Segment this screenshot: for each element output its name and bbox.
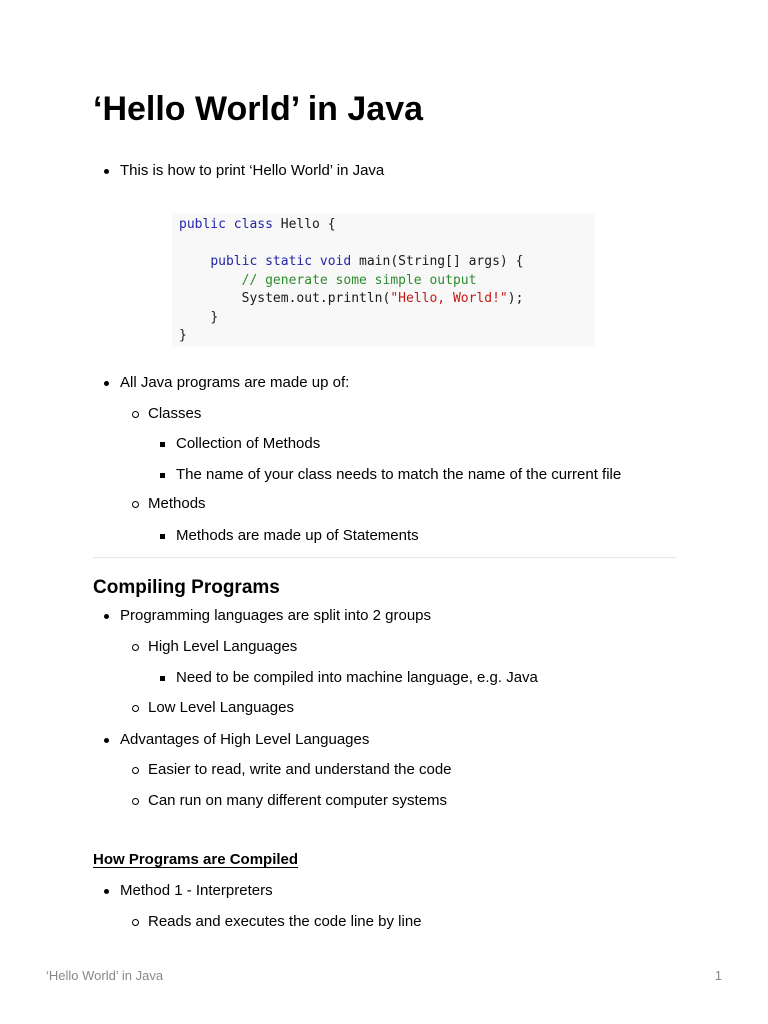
list-item-text: Classes — [148, 405, 202, 422]
list-item — [148, 698, 294, 718]
list-item-text: All Java programs are made up of: — [120, 374, 350, 391]
list-item-text: Programming languages are split into 2 groups — [120, 607, 432, 624]
list-item — [148, 637, 297, 657]
list-item — [120, 373, 349, 393]
list-item-text: The name of your class needs to match the name of the current file — [176, 466, 622, 483]
bullet-icon — [104, 889, 109, 894]
code-string: "Hello, World!" — [390, 291, 508, 306]
list-item — [176, 526, 419, 546]
code-block — [172, 213, 595, 347]
list-item — [120, 881, 273, 901]
square-bullet-icon — [160, 473, 165, 478]
list-item-text: Collection of Methods — [176, 435, 321, 452]
circle-bullet-icon — [132, 705, 139, 712]
circle-bullet-icon — [132, 767, 139, 774]
circle-bullet-icon — [132, 798, 139, 805]
square-bullet-icon — [160, 676, 165, 681]
list-item-text: Reads and executes the code line by line — [148, 913, 422, 930]
list-item — [148, 912, 422, 932]
bullet-icon — [104, 381, 109, 386]
list-item — [120, 730, 369, 750]
list-item-text: Can run on many different computer systems — [148, 792, 448, 809]
circle-bullet-icon — [132, 644, 139, 651]
list-item — [120, 606, 431, 626]
list-item — [148, 494, 206, 514]
page-title: ‘Hello World’ in Java — [93, 90, 424, 128]
code-keyword: public static void — [210, 254, 352, 269]
list-item — [176, 465, 621, 485]
list-item-text: Method 1 - Interpreters — [120, 882, 273, 899]
list-item-text: Methods are made up of Statements — [176, 527, 419, 544]
bullet-icon — [104, 738, 109, 743]
square-bullet-icon — [160, 442, 165, 447]
list-item-text: Easier to read, write and understand the code — [148, 761, 452, 778]
list-item-text: Methods — [148, 495, 206, 512]
list-item — [148, 791, 447, 811]
bullet-icon — [104, 614, 109, 619]
subsection-heading: How Programs are Compiled — [93, 851, 299, 868]
list-item — [148, 404, 201, 424]
page-number: 1 — [714, 968, 722, 983]
footer-title: ‘Hello World’ in Java — [46, 968, 164, 983]
list-item — [176, 434, 320, 454]
list-item — [120, 161, 384, 181]
circle-bullet-icon — [132, 919, 139, 926]
code-text: System.out.println( — [241, 291, 391, 306]
list-item — [148, 760, 452, 780]
code-keyword: public class — [179, 217, 273, 232]
code-text: } — [179, 328, 187, 343]
list-item-text: Advantages of High Level Languages — [120, 731, 370, 748]
list-item-text: This is how to print ‘Hello World’ in Java — [120, 162, 385, 179]
code-text: main(String[] args) { — [351, 254, 524, 269]
bullet-icon — [104, 169, 109, 174]
section-heading: Compiling Programs — [93, 577, 280, 598]
code-text: ); — [507, 291, 524, 306]
code-text: } — [210, 309, 219, 325]
square-bullet-icon — [160, 534, 165, 539]
horizontal-divider — [93, 557, 676, 558]
list-item-text: Need to be compiled into machine language, e.g. Java — [176, 669, 538, 686]
list-item-text: High Level Languages — [148, 638, 298, 655]
code-comment: // generate some simple output — [241, 272, 477, 288]
list-item — [176, 668, 538, 688]
list-item-text: Low Level Languages — [148, 699, 294, 716]
code-text: Hello { — [272, 217, 336, 232]
circle-bullet-icon — [132, 411, 139, 418]
circle-bullet-icon — [132, 501, 139, 508]
